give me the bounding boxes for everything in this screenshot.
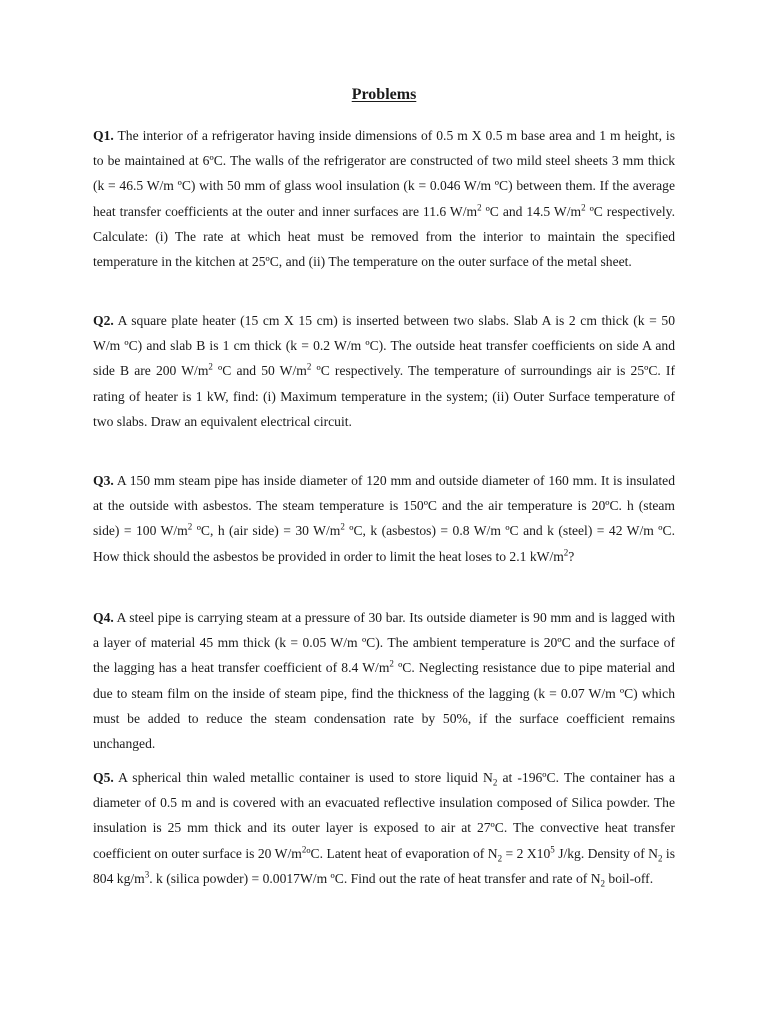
problem-text: ? (568, 548, 575, 564)
superscript: 2 (340, 521, 345, 532)
problem-text: J/kg. Density of N (554, 845, 658, 861)
superscript: 2 (306, 361, 312, 372)
problem-text: at -196ºC. The container has a diameter of 0.5 m and is covered with an evacuated reflective insulation composed of Silica powder. The insulation is 25 mm thick and its outer layer is exposed to air at 27ºC. The convective heat transfer coefficient on outer surface is 20 W/m (93, 770, 675, 861)
problem-text: A spherical thin waled metallic container is used to store liquid N (113, 770, 493, 785)
problem-text: ºC and 14.5 W/m (481, 203, 582, 219)
problem-text: ºC. Latent heat of evaporation of N (306, 845, 498, 861)
problem-text: is 804 kg/m (93, 845, 675, 886)
problem-text: A 150 mm steam pipe has inside diameter of 120 mm and outside diameter of 160 mm. It is insulated at the outside with asbestos. The steam temperature is 150ºC and the air temperature is 20ºC. h (steam side) = 100 W/m (93, 473, 675, 539)
problem-text: ºC respectively. Calculate: (i) The rate at which heat must be removed from the interior to maintain the specified temperature in the kitchen at 25ºC, and (ii) The temperature on the outer surface of the metal sheet. (93, 203, 675, 270)
problem-label: Q4. (93, 610, 114, 625)
superscript: 2 (389, 658, 394, 669)
superscript: 2 (477, 202, 482, 213)
problem-text: = 2 X10 (502, 845, 551, 861)
subscript: 2 (492, 777, 498, 788)
problem-text: The interior of a refrigerator having inside dimensions of 0.5 m X 0.5 m base area and 1 m height, is to be maintained at 6ºC. The walls of the refrigerator are constructed of two mild steel sheets 3 mm thick (k = 46.5 W/m ºC) with 50 mm of glass wool insulation (k = 0.046 W/m ºC) between them. If the average heat transfer coefficients at the outer and inner surfaces are 11.6 W/m (93, 128, 675, 219)
problem-label: Q3. (93, 473, 114, 488)
problem-text: A square plate heater (15 cm X 15 cm) is inserted between two slabs. Slab A is 2 cm thick (k = 50 W/m ºC) and slab B is 1 cm thick (k = 0.2 W/m ºC). The outside heat transfer coefficients on side A and side B are 200 W/m (93, 313, 675, 379)
problem-text: . k (silica powder) = 0.0017W/m ºC. Find out the rate of heat transfer and rate of N (149, 870, 601, 886)
problem-label: Q2. (93, 313, 114, 328)
problem-q1 (93, 123, 675, 274)
page-title: Problems (351, 86, 417, 103)
problem-q2 (93, 308, 675, 434)
superscript: 2 (301, 844, 307, 855)
problem-text: ºC and 50 W/m (212, 363, 307, 379)
problem-text: boil-off. (605, 870, 654, 886)
problem-q3 (93, 468, 675, 569)
problem-q4 (93, 605, 675, 756)
problem-text: ºC respectively. The temperature of surroundings air is 25ºC. If rating of heater is 1 kW, find: (i) Maximum temperature in the system; (ii) Outer Surface temperature of two slabs. Draw an equivalent electrical circuit. (93, 363, 675, 429)
problem-text: ºC. Neglecting resistance due to pipe material and due to steam film on the inside of steam pipe, find the thickness of the lagging (k = 0.07 W/m ºC) which must be added to reduce the steam condensation rate by 50%, if the surface coefficient remains unchanged. (93, 660, 675, 752)
problem-q5 (93, 765, 675, 891)
subscript: 2 (600, 878, 606, 889)
problem-text: ºC, k (asbestos) = 0.8 W/m ºC and k (steel) = 42 W/m ºC. How thick should the asbestos be provided in order to limit the heat loses to 2.1 kW/m (93, 523, 675, 564)
problem-text: A steel pipe is carrying steam at a pressure of 30 bar. Its outside diameter is 90 mm and is lagged with a layer of material 45 mm thick (k = 0.05 W/m ºC). The ambient temperature is 20ºC and the surface of the lagging has a heat transfer coefficient of 8.4 W/m (93, 610, 675, 676)
superscript: 2 (208, 361, 213, 372)
superscript: 2 (563, 547, 569, 558)
subscript: 2 (497, 853, 503, 864)
superscript: 2 (187, 521, 193, 532)
problem-text: ºC, h (air side) = 30 W/m (192, 523, 341, 539)
superscript: 5 (550, 844, 555, 855)
subscript: 2 (657, 853, 663, 864)
problem-label: Q5. (93, 770, 114, 785)
superscript: 2 (581, 202, 586, 213)
superscript: 3 (144, 869, 150, 880)
problem-label: Q1. (93, 128, 114, 143)
